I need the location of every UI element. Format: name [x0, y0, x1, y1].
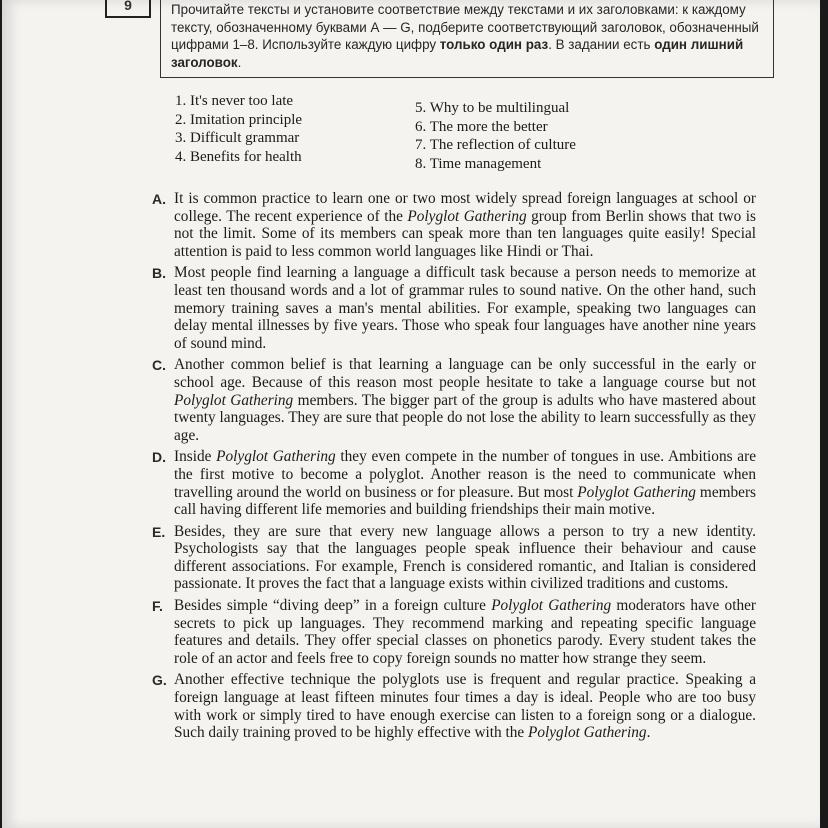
- paragraph-text: Inside: [174, 448, 217, 466]
- instruction-text: Прочитайте тексты и установите соответствие между текстами и их заголовками: к каждому тексту, обозначенному буквами А — G, подберите соответствующий заголовок, обозначенный цифрами 1–8. Используйте каждую цифру: [171, 2, 759, 52]
- paragraph-letter: G.: [152, 672, 167, 689]
- text-paragraph-a: [152, 190, 756, 260]
- paragraph-text: Besides, they are sure that every new language allows a person to try a new identity. Psychologists say that the languages people speak influence their behaviour and cause different associations. For example, French is considered romantic, and Italian is considered passionate. It proves the fact that a language exists within civilized traditions and customs.: [174, 522, 756, 593]
- text-paragraph-f: [152, 597, 756, 667]
- paragraph-body: [174, 190, 756, 260]
- heading-item: 5. Why to be multilingual: [415, 100, 570, 116]
- paragraph-text: Another effective technique the polyglots use is frequent and regular practice. Speaking a foreign language at least fifteen minutes four times a day is ideal. People who are too busy with work or simply tired to have enough exercise can listen to a foreign song or a dialogue. Such daily training proved to be highly effective with the: [174, 671, 756, 742]
- paragraph-text: Besides simple “diving deep” in a foreign culture: [174, 597, 492, 615]
- paragraph-body: [174, 448, 756, 518]
- text-paragraph-e: [152, 523, 756, 593]
- paragraph-text: members call having different life memories and building friendships their main motive.: [174, 483, 756, 519]
- instruction-text: . В задании есть: [548, 37, 655, 52]
- paragraph-body: [174, 356, 756, 444]
- instruction-text: .: [237, 54, 242, 70]
- paragraph-text: Most people find learning a language a difficult task because a person needs to memorize at least ten thousand words and a lot of grammar rules to sound native. On the other hand, such memory training saves a man's mental abilities. For example, speaking two languages can delay mental illnesses by five years. Those who speak four languages have another nine years of sound mind.: [174, 264, 756, 352]
- instruction-bold: только один раз: [439, 37, 549, 52]
- instruction-box: [160, 0, 774, 78]
- heading-item: 6. The more the better: [415, 118, 548, 135]
- paragraph-text: Another common belief is that learning a language can be only successful in the early or school age. Because of this reason most people hesitate to take a language course but not: [174, 356, 756, 391]
- paragraph-letter: B.: [152, 265, 166, 282]
- texts-list: [152, 190, 756, 746]
- paragraph-letter: C.: [152, 357, 166, 374]
- paragraph-text: they even compete in the number of tongues in use. Ambitions are the first motive to become a polyglot. Another reason is the need to communicate when travelling around the world on business or for pleasure. But most: [174, 448, 756, 501]
- paragraph-letter: A.: [152, 191, 166, 207]
- headings-column-left: [175, 92, 302, 166]
- paragraph-body: [174, 264, 756, 352]
- paragraph-text: It is common practice to learn one or two most widely spread foreign languages at school or college. The recent experience of the: [174, 190, 756, 225]
- paragraph-letter: D.: [152, 449, 166, 466]
- paragraph-text: moderators have other secrets to pick up languages. They recommend marking and repeating specific language features and details. They offer special classes on phonetics parody. Every student takes the role of an actor and feels free to copy foreign sounds no matter how strange they seem.: [174, 597, 756, 667]
- heading-item: 8. Time management: [415, 155, 542, 172]
- group-name: Polyglot Gathering: [528, 724, 647, 742]
- heading-item: 2. Imitation principle: [175, 111, 303, 128]
- paragraph-body: [174, 597, 756, 667]
- paragraph-body: [174, 671, 756, 741]
- headings-column-right: [415, 99, 576, 173]
- paragraph-letter: E.: [152, 523, 166, 540]
- group-name: Polyglot Gathering: [216, 448, 336, 466]
- paragraph-body: [174, 523, 756, 593]
- text-paragraph-g: [152, 671, 756, 741]
- task-number-box: 9: [105, 0, 151, 18]
- instruction-bold: один лишний заголовок: [171, 37, 744, 70]
- heading-item: 3. Difficult grammar: [175, 130, 300, 146]
- textbook-page: [2, 0, 820, 828]
- group-name: Polyglot Gathering: [491, 597, 612, 615]
- paragraph-text: members. The bigger part of the group is adults who have mastered about twenty languages. They are sure that people do not lose the ability to learn successfully as they age.: [174, 391, 756, 444]
- text-paragraph-c: [152, 356, 756, 444]
- heading-item: 1. It's never too late: [175, 93, 294, 109]
- paragraph-text: group from Berlin shows that two is not the limit. Some of its members can speak more than ten languages quite easily! Special attention is paid to less common world languages like Hindi or Thai.: [174, 207, 756, 260]
- paragraph-text: .: [646, 724, 651, 742]
- text-paragraph-d: [152, 448, 756, 518]
- group-name: Polyglot Gathering: [407, 207, 527, 225]
- heading-item: 4. Benefits for health: [175, 148, 302, 165]
- group-name: Polyglot Gathering: [174, 391, 294, 409]
- paragraph-letter: F.: [152, 598, 163, 615]
- text-paragraph-b: [152, 264, 756, 352]
- heading-item: 7. The reflection of culture: [415, 137, 576, 153]
- group-name: Polyglot Gathering: [577, 483, 696, 501]
